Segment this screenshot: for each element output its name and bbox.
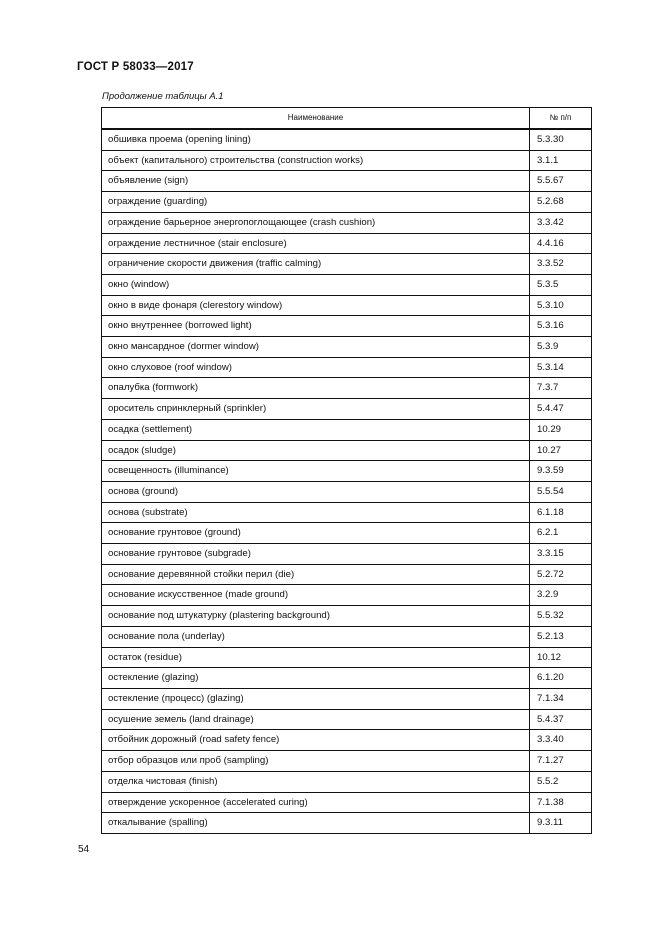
clause-number-cell: 5.4.37 [530,709,592,730]
column-header-number: № п/п [530,108,592,130]
term-cell: обшивка проема (opening lining) [102,129,530,150]
table-row [102,709,592,730]
clause-number-cell: 5.2.68 [530,192,592,213]
table-row [102,357,592,378]
clause-number-cell: 5.3.10 [530,295,592,316]
term-cell: основание искусственное (made ground) [102,585,530,606]
table-row [102,606,592,627]
term-cell: остекление (процесс) (glazing) [102,688,530,709]
clause-number-cell: 7.1.27 [530,751,592,772]
term-cell: освещенность (illuminance) [102,461,530,482]
clause-number-cell: 6.1.20 [530,668,592,689]
term-cell: отделка чистовая (finish) [102,771,530,792]
term-cell: основание грунтовое (ground) [102,523,530,544]
table-row [102,212,592,233]
table-row [102,440,592,461]
clause-number-cell: 5.3.30 [530,129,592,150]
term-cell: основание под штукатурку (plastering background) [102,606,530,627]
column-header-name: Наименование [102,108,530,130]
clause-number-cell: 9.3.11 [530,813,592,834]
term-cell: основание деревянной стойки перил (die) [102,564,530,585]
term-cell: основание пола (underlay) [102,626,530,647]
table-row [102,688,592,709]
table-row [102,461,592,482]
table-row [102,129,592,150]
clause-number-cell: 6.2.1 [530,523,592,544]
table-header-row [102,108,592,130]
page-number: 54 [78,844,90,855]
table-row [102,378,592,399]
clause-number-cell: 5.5.54 [530,481,592,502]
table-row [102,544,592,565]
clause-number-cell: 9.3.59 [530,461,592,482]
table-row [102,502,592,523]
clause-number-cell: 3.3.40 [530,730,592,751]
clause-number-cell: 3.3.15 [530,544,592,565]
clause-number-cell: 4.4.16 [530,233,592,254]
clause-number-cell: 3.2.9 [530,585,592,606]
clause-number-cell: 5.5.32 [530,606,592,627]
term-cell: основа (substrate) [102,502,530,523]
clause-number-cell: 3.3.52 [530,254,592,275]
table-row [102,192,592,213]
term-cell: окно внутреннее (borrowed light) [102,316,530,337]
clause-number-cell: 7.1.38 [530,792,592,813]
table-row [102,481,592,502]
term-cell: ороситель спринклерный (sprinkler) [102,399,530,420]
clause-number-cell: 3.1.1 [530,150,592,171]
table-row [102,792,592,813]
table-caption: Продолжение таблицы А.1 [102,91,224,102]
term-cell: ограничение скорости движения (traffic calming) [102,254,530,275]
clause-number-cell: 5.3.14 [530,357,592,378]
term-cell: остекление (glazing) [102,668,530,689]
clause-number-cell: 7.1.34 [530,688,592,709]
table-row [102,274,592,295]
document-header: ГОСТ Р 58033—2017 [77,61,194,73]
table-row [102,419,592,440]
term-cell: отверждение ускоренное (accelerated curing) [102,792,530,813]
table-row [102,813,592,834]
clause-number-cell: 10.27 [530,440,592,461]
table-row [102,668,592,689]
clause-number-cell: 5.2.13 [530,626,592,647]
term-cell: окно слуховое (roof window) [102,357,530,378]
table-row [102,626,592,647]
term-cell: окно мансардное (dormer window) [102,337,530,358]
table-row [102,751,592,772]
term-cell: остаток (residue) [102,647,530,668]
clause-number-cell: 5.5.2 [530,771,592,792]
term-cell: осадка (settlement) [102,419,530,440]
table-row [102,730,592,751]
table-row [102,523,592,544]
term-cell: окно (window) [102,274,530,295]
clause-number-cell: 5.3.9 [530,337,592,358]
term-cell: отбойник дорожный (road safety fence) [102,730,530,751]
clause-number-cell: 5.5.67 [530,171,592,192]
clause-number-cell: 10.29 [530,419,592,440]
term-cell: опалубка (formwork) [102,378,530,399]
table-row [102,399,592,420]
table-row [102,316,592,337]
table-row [102,254,592,275]
term-cell: основа (ground) [102,481,530,502]
table-row [102,585,592,606]
table-row [102,233,592,254]
table-row [102,647,592,668]
term-cell: объявление (sign) [102,171,530,192]
term-cell: ограждение (guarding) [102,192,530,213]
clause-number-cell: 5.3.16 [530,316,592,337]
term-cell: отбор образцов или проб (sampling) [102,751,530,772]
clause-number-cell: 5.3.5 [530,274,592,295]
term-cell: основание грунтовое (subgrade) [102,544,530,565]
term-cell: объект (капитального) строительства (construction works) [102,150,530,171]
clause-number-cell: 5.4.47 [530,399,592,420]
term-cell: откалывание (spalling) [102,813,530,834]
clause-number-cell: 5.2.72 [530,564,592,585]
table-body [102,129,592,833]
terms-table [101,107,592,834]
term-cell: окно в виде фонаря (clerestory window) [102,295,530,316]
table-row [102,150,592,171]
term-cell: осушение земель (land drainage) [102,709,530,730]
table-row [102,771,592,792]
clause-number-cell: 6.1.18 [530,502,592,523]
table-row [102,564,592,585]
clause-number-cell: 10.12 [530,647,592,668]
table-row [102,337,592,358]
table-row [102,171,592,192]
clause-number-cell: 3.3.42 [530,212,592,233]
term-cell: ограждение барьерное энергопоглощающее (crash cushion) [102,212,530,233]
term-cell: ограждение лестничное (stair enclosure) [102,233,530,254]
table-row [102,295,592,316]
clause-number-cell: 7.3.7 [530,378,592,399]
term-cell: осадок (sludge) [102,440,530,461]
